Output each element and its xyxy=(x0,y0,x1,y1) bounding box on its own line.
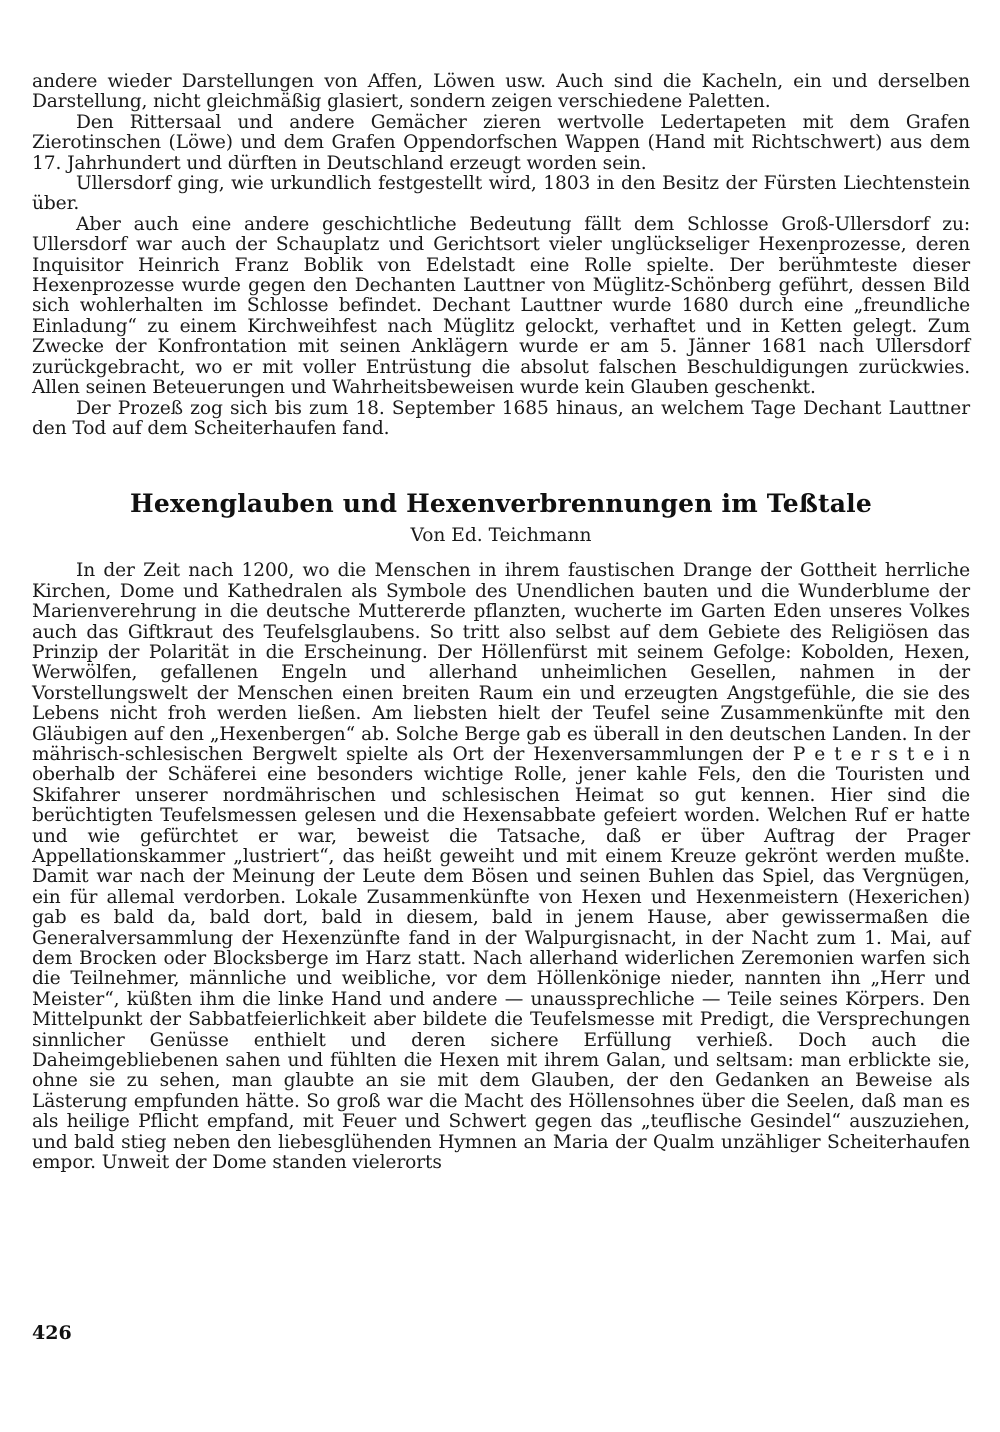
page-content xyxy=(32,72,970,1174)
paragraph: andere wieder Darstellungen von Affen, Löwen usw. Auch sind die Kacheln, ein und derselben Darstellung, nicht gleichmäßig glasiert, sondern zeigen verschiedene Paletten. xyxy=(32,71,970,113)
paragraph: Der Prozeß zog sich bis zum 18. September 1685 hinaus, an welchem Tage Dechant Lauttner den Tod auf dem Scheiterhaufen fand. xyxy=(32,397,970,439)
new-article xyxy=(32,489,970,1173)
paragraph: Ullersdorf ging, wie urkundlich festgestellt wird, 1803 in den Besitz der Fürsten Liechtenstein über. xyxy=(32,173,970,215)
paragraph: Den Rittersaal und andere Gemächer zieren wertvolle Ledertapeten mit dem Grafen Zierotinschen (Löwe) und dem Grafen Oppendorfschen Wappen (Hand mit Richtschwert) aus dem 17. Jahrhundert und dürften in Deutschland erzeugt worden sein. xyxy=(32,111,970,174)
paragraph: Aber auch eine andere geschichtliche Bedeutung fällt dem Schlosse Groß-Ullersdorf zu: Ullersdorf war auch der Schauplatz und Gerichtsort vieler unglückseliger Hexenprozesse, deren Inquisitor Heinrich Franz Boblik von Edelstadt eine Rolle spielte. Der berühmteste dieser Hexenprozesse wurde gegen den Dechanten Lauttner von Müglitz-Schönberg geführt, dessen Bild sich wohlerhalten im Schlosse befindet. Dechant Lauttner wurde 1680 durch eine „freundliche Einladung“ zu einem Kirchweihfest nach Müglitz gelockt, verhaftet und in Ketten gelegt. Zum Zwecke der Konfrontation mit seinen Anklägern wurde er am 5. Jänner 1681 nach Ullersdorf zurückgebracht, wo er mit voller Entrüstung die absolut falschen Beschuldigungen zurückwies. Allen seinen Beteuerungen und Wahrheitsbeweisen wurde kein Glauben geschenkt. xyxy=(32,213,970,399)
article-title: Hexenglauben und Hexenverbrennungen im Teßtale xyxy=(130,489,872,519)
article-author: Von Ed. Teichmann xyxy=(410,525,592,547)
article-continuation xyxy=(32,72,970,439)
page-number: 426 xyxy=(32,1322,72,1344)
paragraph: In der Zeit nach 1200, wo die Menschen in ihrem faustischen Drange der Gottheit herrliche Kirchen, Dome und Kathedralen als Symbole des Unendlichen bauten und die Wunderblume der Marienverehrung in die deutsche Muttererde pflanzten, wucherte im Garten Eden unseres Volkes auch das Giftkraut des Teufelsglaubens. So tritt also selbst auf dem Gebiete des Religiösen das Prinzip der Polarität in die Erscheinung. Der Höllenfürst mit seinem Gefolge: Kobolden, Hexen, Werwölfen, gefallenen Engeln und allerhand unheimlichen Gesellen, nahmen in der Vorstellungswelt der Menschen einen breiten Raum ein und erzeugten Angstgefühle, die sie des Lebens nicht froh werden ließen. Am liebsten hielt der Teufel seine Zusammenkünfte mit den Gläubigen auf den „Hexenbergen“ ab. Solche Berge gab es überall in den deutschen Landen. In der mährisch-schlesischen Bergwelt spielte als Ort der Hexenversammlungen der P e t e r s t e i n oberhalb der Schäferei eine besonders wichtige Rolle, jener kahle Fels, den die Touristen und Skifahrer unserer nordmährischen und schlesischen Heimat so gut kennen. Hier sind die berüchtigten Teufelsmessen gelesen und die Hexensabbate gefeiert worden. Welchen Ruf er hatte und wie gefürchtet er war, beweist die Tatsache, daß er über Auftrag der Prager Appellationskammer „lustriert“, das heißt geweiht und mit einem Kreuze gekrönt werden mußte. Damit war nach der Meinung der Leute dem Bösen und seinen Buhlen das Spiel, das Vergnügen, ein für allemal verdorben. Lokale Zusammenkünfte von Hexen und Hexenmeistern (Hexerichen) gab es bald da, bald dort, bald in diesem, bald in jenem Hause, aber gewissermaßen die Generalversammlung der Hexenzünfte fand in der Walpurgisnacht, in der Nacht zum 1. Mai, auf dem Brocken oder Blocksberge im Harz statt. Nach allerhand widerlichen Zeremonien warfen sich die Teilnehmer, männliche und weibliche, vor dem Höllenkönige nieder, nannten ihn „Herr und Meister“, küßten ihm die linke Hand und andere — unaussprechliche — Teile seines Körpers. Den Mittelpunkt der Sabbatfeierlichkeit aber bildete die Teufelsmesse mit Predigt, die Versprechungen sinnlicher Genüsse enthielt und deren sichere Erfüllung verhieß. Doch auch die Daheimgebliebenen sahen und fühlten die Hexen mit ihrem Galan, und seltsam: man erblickte sie, ohne sie zu sehen, man glaubte an sie mit dem Glauben, der den Gedanken an Beweise als Lästerung empfunden hätte. So groß war die Macht des Höllensohnes über die Seelen, daß man es als heilige Pflicht empfand, mit Feuer und Schwert gegen das „teuflische Gesindel“ auszuziehen, und bald stieg neben den liebesglühenden Hymnen an Maria der Qualm unzähliger Scheiterhaufen empor. Unweit der Dome standen vielerorts xyxy=(32,560,970,1174)
